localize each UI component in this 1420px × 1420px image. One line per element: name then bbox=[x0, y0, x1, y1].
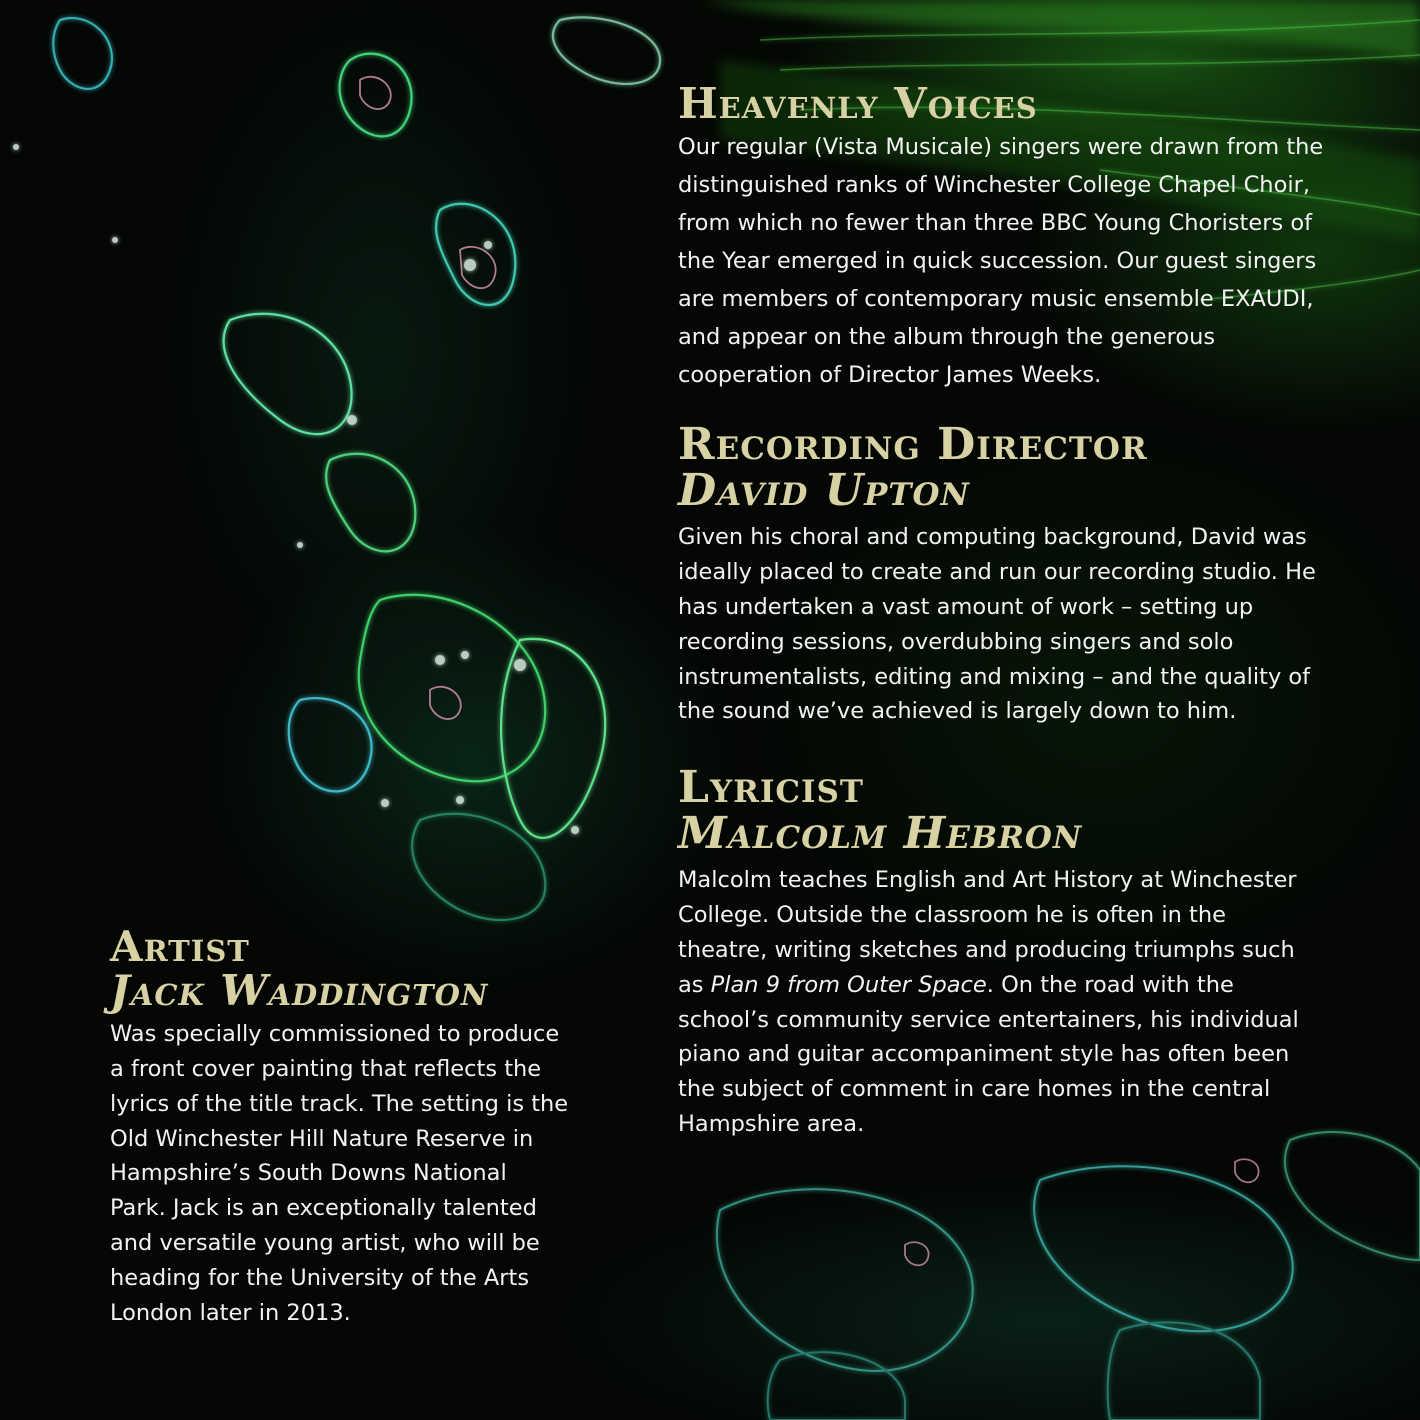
heavenly-voices-section bbox=[678, 79, 1378, 394]
heavenly-voices-body: Our regular (Vista Musicale) singers were drawn from the distinguished ranks of Winchester College Chapel Choir, from which no fewer than three BBC Young Choristers of the Year emerged in quick succession. Our guest singers are members of contemporary music ensemble EXAUDI, and appear on the album through the generous cooperation of Director James Weeks. bbox=[678, 134, 1324, 389]
artist-section bbox=[110, 922, 610, 1330]
artist-role: Artist bbox=[110, 922, 250, 971]
recording-director-name: David Upton bbox=[678, 465, 970, 517]
lyricist-body-text-2: . On the road with the school’s community service entertainers, his individual piano and guitar accompaniment style has often been the subject of comment in care homes in the central Hampshire area. bbox=[678, 971, 1299, 1137]
artist-body: Was specially commissioned to produce a front cover painting that reflects the lyrics of the title track. The setting is the Old Winchester Hill Nature Reserve in Hampshire’s South Downs National Park. Jack is an exceptionally talented and versatile young artist, who will be heading for the University of the Arts London later in 2013. bbox=[110, 1021, 569, 1326]
lyricist-name: Malcolm Hebron bbox=[678, 808, 1083, 860]
recording-director-body: Given his choral and computing background, David was ideally placed to create and run our recording studio. He has undertaken a vast amount of work – setting up recording sessions, overdubbing singers and solo instrumentalists, editing and mixing – and the quality of the sound we’ve achieved is largely down to him. bbox=[678, 524, 1316, 725]
lyricist-body-play-title: Plan 9 from Outer Space bbox=[710, 971, 987, 998]
heavenly-voices-heading: Heavenly Voices bbox=[678, 79, 1038, 128]
lyricist-section bbox=[678, 762, 1378, 1142]
lyricist-body bbox=[678, 863, 1378, 1141]
artist-name: Jack Waddington bbox=[110, 966, 489, 1016]
lyricist-role: Lyricist bbox=[678, 762, 864, 813]
recording-director-section bbox=[678, 419, 1378, 729]
recording-director-role: Recording Director bbox=[678, 419, 1148, 470]
lyricist-body-text-1: Malcolm teaches English and Art History at Winchester College. Outside the classroom he is often in the theatre, writing sketches and producing triumphs such as bbox=[678, 867, 1297, 998]
